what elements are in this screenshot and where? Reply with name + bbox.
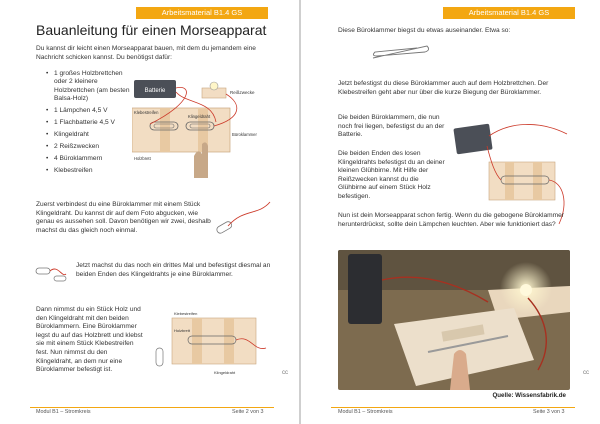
page-title: Bauanleitung für einen Morseapparat xyxy=(36,22,267,38)
label-bueroklammer: Büroklammer xyxy=(232,132,257,137)
label-reisszwecke: Reißzwecke xyxy=(230,90,255,95)
footer-page-number: Seite 3 von 3 xyxy=(533,409,565,415)
list-item: • 4 Büroklammern xyxy=(46,155,136,163)
label-battery: Batterie xyxy=(144,88,166,94)
list-item: • Klebestreifen xyxy=(46,167,136,175)
morse-apparatus-photo xyxy=(338,250,570,390)
circuit-diagram xyxy=(132,74,274,178)
double-clip-illustration xyxy=(34,262,68,286)
footer-divider xyxy=(30,407,274,408)
worksheet-tab: Arbeitsmaterial B1.4 GS xyxy=(136,7,268,19)
list-item: • 2 Reißzwecken xyxy=(46,143,136,151)
paragraph-third: Jetzt machst du das noch ein drittes Mal und befestigst diesmal an beiden Enden des Klingeldrahts je eine Büroklammer. xyxy=(76,262,271,278)
page-left xyxy=(0,0,299,424)
paragraph-fix: Jetzt befestigst du diese Büroklammer auch auf dem Holzbrettchen. Der Klebestreifen geht aber nur über die kurze Biegung der Büroklammer. xyxy=(338,80,549,96)
license-icon: cc xyxy=(282,370,288,376)
page-right xyxy=(301,0,600,424)
list-item: • 1 Flachbatterie 4,5 V xyxy=(46,119,136,127)
assembly-illustration xyxy=(449,112,573,228)
intro-text: Du kannst dir leicht einen Morseapparat bauen, mit dem du jemandem eine Nachricht schicken kannst. Du benötigst dafür: xyxy=(36,45,256,61)
label-small-holzbrett: Holzbrett xyxy=(174,328,191,333)
label-small-klingeldraht: Klingeldraht xyxy=(214,370,236,375)
list-item: • 1 großes Holzbrettchen oder 2 kleinere Holzbrettchen (am besten Balsa-Holz) xyxy=(46,70,136,104)
list-item: • 1 Lämpchen 4,5 V xyxy=(46,107,136,115)
list-item: • Klingeldraht xyxy=(46,131,136,139)
footer-module: Modul B1 – Stromkreis xyxy=(36,409,91,415)
materials-list xyxy=(46,70,136,179)
paragraph-done: Nun ist dein Morseapparat schon fertig. Wenn du die gebogene Büroklammer herunterdrückst, sollte dein Lämpchen leuchten. Aber wie funktioniert das? xyxy=(338,212,565,228)
label-klingeldraht: Klingeldraht xyxy=(188,114,211,119)
footer-divider xyxy=(331,407,575,408)
label-small-klebestreifen: Klebestreifen xyxy=(174,311,198,316)
paragraph-bulb: Die beiden Enden des losen Klingeldrahts befestigst du an deiner kleinen Glühbirne. Mit Hilfe der Reißzwecken kannst du die Glühbirne auf einem Stück Holz befestigen. xyxy=(338,150,445,200)
bent-clip-illustration xyxy=(367,42,433,64)
paragraph-bend: Diese Büroklammer biegst du etwas auseinander. Etwa so: xyxy=(338,27,511,34)
footer-page-number: Seite 2 von 3 xyxy=(232,409,264,415)
footer-module: Modul B1 – Stromkreis xyxy=(338,409,393,415)
board-illustration xyxy=(154,308,272,380)
paragraph-board: Dann nimmst du ein Stück Holz und den Klingeldraht mit den beiden Büroklammern. Eine Büroklammer legst du auf das Holzbrett und klebst sie mit einem Stück Klebestreifen fest. Nun nimmst du den Klingeldraht, an dem nur eine Büroklammer befestigt ist. xyxy=(36,306,143,374)
paragraph-wire: Zuerst verbindest du eine Büroklammer mit einem Stück Klingeldraht. Du kannst dir auf dem Foto abgucken, wie genau es aussehen soll. Davon benötigen wir zwei, deshalb machst du das gleich noch einmal. xyxy=(36,201,211,234)
photo-credit: Quelle: Wissensfabrik.de xyxy=(492,392,566,399)
paragraph-battery: Die beiden Büroklammern, die nun noch frei liegen, befestigst du an der Batterie. xyxy=(338,114,445,139)
clip-wire-illustration xyxy=(214,196,274,246)
worksheet-tab: Arbeitsmaterial B1.4 GS xyxy=(443,7,575,19)
license-icon: cc xyxy=(583,370,589,376)
label-klebestreifen: Klebestreifen xyxy=(134,110,159,115)
label-holzbrett: Holzbrett xyxy=(134,156,151,161)
